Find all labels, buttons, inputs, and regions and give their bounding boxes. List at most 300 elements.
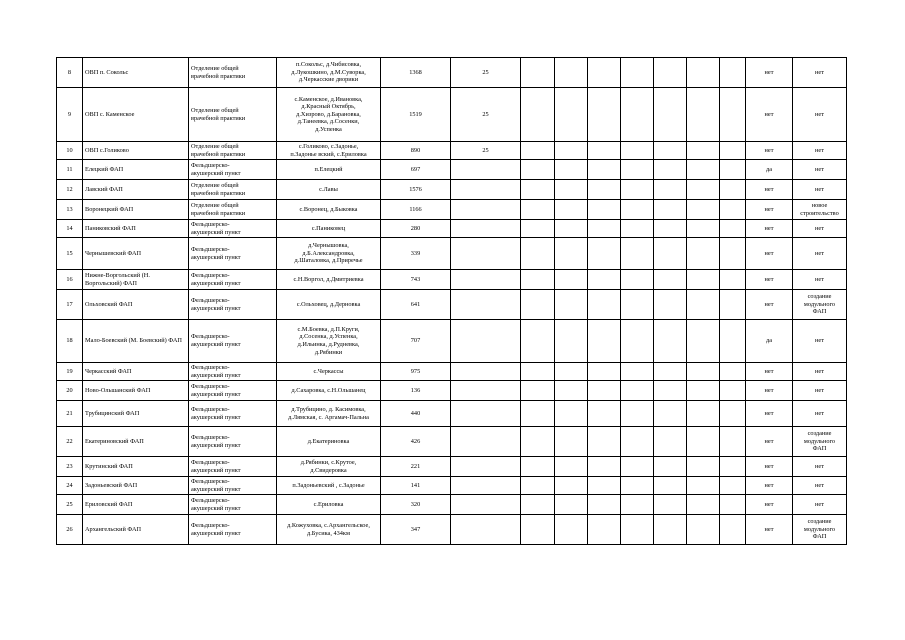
- facility-name: Задоньевский ФАП: [83, 477, 189, 495]
- flag-yes-no: нет: [746, 401, 793, 427]
- distance-value: [451, 290, 521, 320]
- table-row: [57, 290, 847, 320]
- empty-cell: [654, 401, 687, 427]
- distance-value: [451, 320, 521, 363]
- empty-cell: [521, 477, 555, 495]
- service-area: [277, 180, 381, 200]
- empty-cell: [720, 363, 746, 381]
- flag-yes-no: нет: [746, 220, 793, 238]
- plan-cell: [793, 142, 847, 160]
- service-area-line: д.Свидеровка: [310, 466, 347, 474]
- facility-type-line: Фельдшерско-: [191, 477, 230, 485]
- service-area: [277, 515, 381, 545]
- facility-type-line: акушерский пункт: [191, 228, 241, 236]
- empty-cell: [588, 320, 621, 363]
- service-area-line: п.Задонье вский, с.Ериловка: [290, 150, 367, 158]
- empty-cell: [588, 180, 621, 200]
- plan-line: нет: [815, 275, 824, 283]
- facility-type: [189, 363, 277, 381]
- plan-cell: [793, 457, 847, 477]
- empty-cell: [555, 270, 588, 290]
- facility-type-line: Фельдшерско-: [191, 521, 230, 529]
- empty-cell: [555, 58, 588, 88]
- facility-name: Лавский ФАП: [83, 180, 189, 200]
- service-area: [277, 320, 381, 363]
- plan-cell: [793, 270, 847, 290]
- empty-cell: [588, 477, 621, 495]
- facility-type-line: врачебной практики: [191, 209, 246, 217]
- empty-cell: [521, 515, 555, 545]
- empty-cell: [521, 427, 555, 457]
- empty-cell: [654, 515, 687, 545]
- facility-type-line: врачебной практики: [191, 72, 246, 80]
- distance-value: [451, 401, 521, 427]
- plan-cell: [793, 200, 847, 220]
- empty-cell: [621, 160, 654, 180]
- facility-name: Черкасский ФАП: [83, 363, 189, 381]
- plan-cell: [793, 290, 847, 320]
- table-row: [57, 381, 847, 401]
- empty-cell: [720, 290, 746, 320]
- service-area-line: д.Черкасские дворики: [298, 76, 359, 84]
- empty-cell: [521, 200, 555, 220]
- service-area: [277, 270, 381, 290]
- distance-value: [451, 495, 521, 515]
- facility-name: Мало-Боевский (М. Боевский) ФАП: [83, 320, 189, 363]
- facility-name: ОВП с.Голиково: [83, 142, 189, 160]
- document-sheet: [56, 57, 839, 545]
- empty-cell: [521, 270, 555, 290]
- facility-type: [189, 200, 277, 220]
- population: 697: [381, 160, 451, 180]
- service-area-line: д.Лямская, с. Аргамач-Пальна: [288, 413, 369, 421]
- facility-type-line: акушерский пункт: [191, 504, 241, 512]
- empty-cell: [687, 477, 720, 495]
- facility-type-line: Фельдшерско-: [191, 433, 230, 441]
- table-row: [57, 363, 847, 381]
- service-area-line: д.Чернышовка,: [308, 242, 349, 250]
- row-number: 23: [57, 457, 83, 477]
- row-number: 18: [57, 320, 83, 363]
- empty-cell: [654, 495, 687, 515]
- service-area-line: д.Лукошкино, д.М.Суворка,: [291, 68, 366, 76]
- plan-cell: [793, 220, 847, 238]
- service-area-line: д.Кожуховка, с.Архангельское,: [287, 521, 370, 529]
- facility-type-line: акушерский пункт: [191, 253, 241, 261]
- distance-value: [451, 160, 521, 180]
- empty-cell: [687, 401, 720, 427]
- facility-type: [189, 142, 277, 160]
- facility-type-line: акушерский пункт: [191, 466, 241, 474]
- facility-type-line: Фельдшерско-: [191, 382, 230, 390]
- plan-cell: [793, 477, 847, 495]
- facility-type-line: Фельдшерско-: [191, 458, 230, 466]
- row-number: 20: [57, 381, 83, 401]
- plan-line: нет: [815, 462, 824, 470]
- empty-cell: [720, 220, 746, 238]
- population: 141: [381, 477, 451, 495]
- population: 975: [381, 363, 451, 381]
- flag-yes-no: нет: [746, 363, 793, 381]
- empty-cell: [555, 160, 588, 180]
- empty-cell: [720, 381, 746, 401]
- empty-cell: [588, 457, 621, 477]
- empty-cell: [588, 200, 621, 220]
- empty-cell: [720, 88, 746, 142]
- service-area: [277, 290, 381, 320]
- empty-cell: [621, 363, 654, 381]
- distance-value: [451, 238, 521, 270]
- plan-line: нет: [815, 500, 824, 508]
- empty-cell: [521, 290, 555, 320]
- plan-line: нет: [815, 367, 824, 375]
- flag-yes-no: да: [746, 160, 793, 180]
- plan-cell: [793, 381, 847, 401]
- service-area-line: с.Каменское, д.Ивановка,: [294, 95, 363, 103]
- empty-cell: [521, 320, 555, 363]
- empty-cell: [720, 58, 746, 88]
- flag-yes-no: нет: [746, 88, 793, 142]
- row-number: 15: [57, 238, 83, 270]
- facility-type-line: акушерский пункт: [191, 304, 241, 312]
- plan-line: нет: [815, 481, 824, 489]
- facility-type: [189, 58, 277, 88]
- empty-cell: [588, 160, 621, 180]
- empty-cell: [654, 363, 687, 381]
- plan-line: нет: [815, 165, 824, 173]
- table-row: [57, 401, 847, 427]
- empty-cell: [720, 401, 746, 427]
- empty-cell: [687, 290, 720, 320]
- population: 1576: [381, 180, 451, 200]
- flag-yes-no: нет: [746, 457, 793, 477]
- plan-cell: [793, 88, 847, 142]
- facility-type: [189, 220, 277, 238]
- service-area-line: с.Черкассы: [313, 367, 344, 375]
- facility-type-line: акушерский пункт: [191, 390, 241, 398]
- facility-name: Воронецкий ФАП: [83, 200, 189, 220]
- empty-cell: [621, 88, 654, 142]
- facility-type-line: Фельдшерско-: [191, 363, 230, 371]
- empty-cell: [687, 363, 720, 381]
- flag-yes-no: нет: [746, 200, 793, 220]
- plan-line: нет: [815, 386, 824, 394]
- empty-cell: [555, 457, 588, 477]
- table-row: [57, 142, 847, 160]
- empty-cell: [555, 515, 588, 545]
- row-number: 11: [57, 160, 83, 180]
- facility-type-line: Фельдшерско-: [191, 245, 230, 253]
- service-area-line: д.Трубицино, д. Касимовка,: [291, 405, 366, 413]
- distance-value: [451, 381, 521, 401]
- empty-cell: [621, 381, 654, 401]
- empty-cell: [555, 290, 588, 320]
- empty-cell: [555, 238, 588, 270]
- row-number: 21: [57, 401, 83, 427]
- facility-name: Чернышевский ФАП: [83, 238, 189, 270]
- plan-line: нет: [815, 337, 824, 345]
- facility-type-line: акушерский пункт: [191, 441, 241, 449]
- population: 280: [381, 220, 451, 238]
- facility-type: [189, 88, 277, 142]
- empty-cell: [654, 160, 687, 180]
- plan-line: нет: [815, 224, 824, 232]
- population: 339: [381, 238, 451, 270]
- plan-line: модульного: [803, 525, 836, 533]
- facility-name: Ново-Ольшанский ФАП: [83, 381, 189, 401]
- distance-value: 25: [451, 58, 521, 88]
- service-area-line: д.Красный Октябрь,: [301, 103, 356, 111]
- empty-cell: [621, 270, 654, 290]
- population: 1368: [381, 58, 451, 88]
- plan-line: создание: [807, 430, 832, 438]
- facility-type: [189, 477, 277, 495]
- distance-value: 25: [451, 142, 521, 160]
- row-number: 13: [57, 200, 83, 220]
- row-number: 24: [57, 477, 83, 495]
- row-number: 14: [57, 220, 83, 238]
- empty-cell: [621, 457, 654, 477]
- distance-value: [451, 180, 521, 200]
- flag-yes-no: нет: [746, 290, 793, 320]
- empty-cell: [521, 238, 555, 270]
- facility-type-line: Отделение общей: [191, 142, 239, 150]
- service-area: [277, 363, 381, 381]
- facility-type: [189, 457, 277, 477]
- plan-line: нет: [815, 110, 824, 118]
- empty-cell: [521, 401, 555, 427]
- service-area-line: с.Паниковец: [311, 224, 346, 232]
- service-area-line: п.Сокольс, д.Чибисовка,: [295, 61, 362, 69]
- plan-line: нет: [815, 185, 824, 193]
- empty-cell: [654, 220, 687, 238]
- plan-cell: [793, 58, 847, 88]
- distance-value: [451, 477, 521, 495]
- empty-cell: [521, 88, 555, 142]
- facility-name: Елецкий ФАП: [83, 160, 189, 180]
- empty-cell: [588, 220, 621, 238]
- facility-type-line: акушерский пункт: [191, 371, 241, 379]
- plan-cell: [793, 363, 847, 381]
- population: 1166: [381, 200, 451, 220]
- empty-cell: [687, 495, 720, 515]
- facility-type-line: Отделение общей: [191, 201, 239, 209]
- empty-cell: [687, 457, 720, 477]
- service-area: [277, 160, 381, 180]
- empty-cell: [654, 200, 687, 220]
- service-area-line: д.Сосенка, д.Успенка,: [299, 333, 358, 341]
- population: 426: [381, 427, 451, 457]
- row-number: 8: [57, 58, 83, 88]
- empty-cell: [588, 270, 621, 290]
- facility-type-line: Отделение общей: [191, 64, 239, 72]
- plan-line: создание: [807, 293, 832, 301]
- plan-line: ФАП: [812, 533, 827, 541]
- empty-cell: [555, 180, 588, 200]
- facility-type: [189, 381, 277, 401]
- service-area: [277, 200, 381, 220]
- flag-yes-no: нет: [746, 270, 793, 290]
- empty-cell: [720, 495, 746, 515]
- empty-cell: [621, 477, 654, 495]
- empty-cell: [720, 160, 746, 180]
- distance-value: [451, 515, 521, 545]
- service-area-line: с.М.Боевка, д.П.Круги,: [297, 325, 360, 333]
- facility-type-line: врачебной практики: [191, 189, 246, 197]
- table-row: [57, 495, 847, 515]
- service-area-line: с.Лавы: [319, 185, 338, 193]
- empty-cell: [521, 363, 555, 381]
- service-area: [277, 238, 381, 270]
- empty-cell: [687, 220, 720, 238]
- table-row: [57, 457, 847, 477]
- empty-cell: [621, 427, 654, 457]
- empty-cell: [687, 381, 720, 401]
- facility-name: Ольховский ФАП: [83, 290, 189, 320]
- plan-cell: [793, 180, 847, 200]
- empty-cell: [521, 180, 555, 200]
- empty-cell: [621, 401, 654, 427]
- flag-yes-no: нет: [746, 427, 793, 457]
- plan-cell: [793, 495, 847, 515]
- service-area-line: д.Ильинка, д.Рудневка,: [297, 341, 360, 348]
- facility-type: [189, 180, 277, 200]
- plan-line: модульного: [803, 437, 836, 445]
- empty-cell: [621, 180, 654, 200]
- facility-type: [189, 270, 277, 290]
- distance-value: [451, 270, 521, 290]
- empty-cell: [521, 160, 555, 180]
- table-row: [57, 200, 847, 220]
- flag-yes-no: нет: [746, 180, 793, 200]
- service-area: [277, 88, 381, 142]
- service-area-line: д.Бусика, 434км: [307, 529, 350, 537]
- facility-name: Екатериновский ФАП: [83, 427, 189, 457]
- service-area-line: с.Воронец, д.Быковка: [299, 205, 358, 213]
- empty-cell: [621, 290, 654, 320]
- service-area: [277, 381, 381, 401]
- empty-cell: [720, 427, 746, 457]
- service-area-line: п.Задоньевский , с.Задонье: [292, 481, 365, 489]
- empty-cell: [687, 160, 720, 180]
- facility-type-line: акушерский пункт: [191, 485, 241, 493]
- empty-cell: [588, 142, 621, 160]
- plan-line: нет: [815, 409, 824, 417]
- empty-cell: [621, 495, 654, 515]
- row-number: 26: [57, 515, 83, 545]
- empty-cell: [687, 180, 720, 200]
- empty-cell: [555, 427, 588, 457]
- service-area-line: д.Рябинки, с.Крутое,: [300, 458, 357, 466]
- population: 347: [381, 515, 451, 545]
- empty-cell: [687, 58, 720, 88]
- flag-yes-no: нет: [746, 515, 793, 545]
- service-area-line: д.Хизрово, д.Барановка,: [296, 110, 361, 118]
- row-number: 9: [57, 88, 83, 142]
- table-body: [57, 58, 847, 545]
- facility-type-line: акушерский пункт: [191, 169, 241, 177]
- distance-value: [451, 363, 521, 381]
- empty-cell: [654, 58, 687, 88]
- table-row: [57, 270, 847, 290]
- flag-yes-no: да: [746, 320, 793, 363]
- distance-value: [451, 427, 521, 457]
- plan-line: нет: [815, 146, 824, 154]
- empty-cell: [687, 142, 720, 160]
- empty-cell: [621, 238, 654, 270]
- plan-line: создание: [807, 518, 832, 526]
- facility-type-line: Фельдшерско-: [191, 405, 230, 413]
- plan-line: строительство: [800, 209, 839, 217]
- facility-type-line: акушерский пункт: [191, 341, 241, 348]
- empty-cell: [687, 270, 720, 290]
- empty-cell: [621, 58, 654, 88]
- service-area-line: п.Елецкий: [314, 165, 343, 173]
- population: 707: [381, 320, 451, 363]
- population: 440: [381, 401, 451, 427]
- distance-value: [451, 200, 521, 220]
- facility-type-line: Фельдшерско-: [191, 220, 230, 228]
- empty-cell: [555, 88, 588, 142]
- empty-cell: [521, 220, 555, 238]
- row-number: 17: [57, 290, 83, 320]
- empty-cell: [521, 142, 555, 160]
- empty-cell: [720, 142, 746, 160]
- empty-cell: [654, 88, 687, 142]
- empty-cell: [720, 477, 746, 495]
- empty-cell: [720, 238, 746, 270]
- empty-cell: [588, 58, 621, 88]
- facility-type-line: Фельдшерско-: [191, 161, 230, 169]
- facility-type-line: врачебной практики: [191, 150, 246, 158]
- population: 136: [381, 381, 451, 401]
- flag-yes-no: нет: [746, 381, 793, 401]
- plan-cell: [793, 401, 847, 427]
- service-area-line: д.Шаталовка, д.Приречье: [294, 257, 363, 265]
- plan-cell: [793, 320, 847, 363]
- service-area-line: с.Ольховец, д.Дерновка: [296, 300, 361, 308]
- facility-name: ОВП п. Сокольс: [83, 58, 189, 88]
- row-number: 25: [57, 495, 83, 515]
- plan-line: ФАП: [812, 308, 827, 316]
- flag-yes-no: нет: [746, 142, 793, 160]
- empty-cell: [654, 381, 687, 401]
- service-area-line: д.Б.Александровка,: [302, 249, 355, 257]
- flag-yes-no: нет: [746, 58, 793, 88]
- empty-cell: [555, 200, 588, 220]
- empty-cell: [720, 457, 746, 477]
- facility-name: Нижне-Воргольский (Н. Воргольский) ФАП: [83, 270, 189, 290]
- empty-cell: [555, 220, 588, 238]
- empty-cell: [621, 142, 654, 160]
- empty-cell: [654, 427, 687, 457]
- empty-cell: [521, 381, 555, 401]
- empty-cell: [687, 88, 720, 142]
- distance-value: 25: [451, 88, 521, 142]
- empty-cell: [588, 515, 621, 545]
- plan-cell: [793, 515, 847, 545]
- distance-value: [451, 457, 521, 477]
- table-row: [57, 477, 847, 495]
- service-area: [277, 58, 381, 88]
- empty-cell: [654, 142, 687, 160]
- service-area: [277, 427, 381, 457]
- facility-type-line: акушерский пункт: [191, 529, 241, 537]
- service-area-line: д.Сахаровка, с.Н.Ольшанец: [291, 386, 366, 394]
- empty-cell: [621, 320, 654, 363]
- empty-cell: [654, 180, 687, 200]
- plan-cell: [793, 160, 847, 180]
